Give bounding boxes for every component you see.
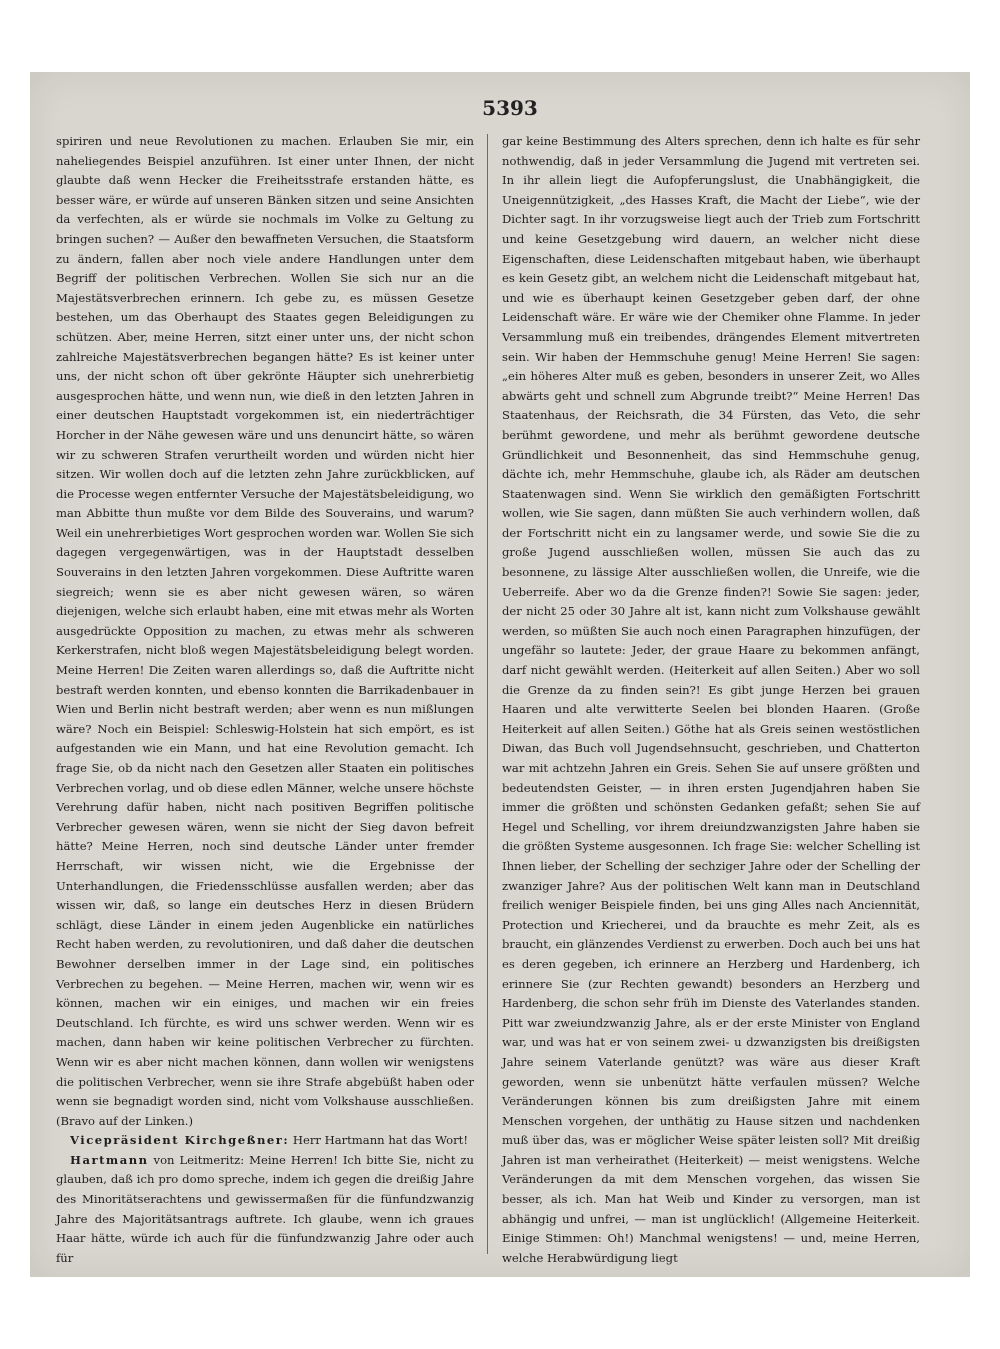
left-paragraph-3: [56, 1151, 474, 1269]
left-paragraph-2: [56, 1131, 474, 1151]
right-column: [502, 132, 920, 1265]
column-divider: [487, 134, 488, 1254]
speaker-vicepresident: Vicepräsident Kirchgeßner:: [70, 1133, 290, 1148]
left-column: [56, 132, 474, 1265]
left-paragraph-1: spiriren und neue Revolutionen zu machen. Erlauben Sie mir, ein naheliegendes Beispiel anzuführen. Ist einer unter Ihnen, der nicht glaubte daß wenn Hecker die Freiheitsstrafe erstanden hätte, es besser wäre, er würde auf unseren Bänken sitzen und seine Ansichten da verfechten, als er würde sie nochmals im Volke zu Geltung zu bringen suchen? — Außer den bewaffneten Versuchen, die Staatsform zu ändern, fallen aber noch viele andere Handlungen unter dem Begriff der politischen Verbrechen. Wollen Sie sich nur an die Majestätsverbrechen erinnern. Ich gebe zu, es müssen Gesetze bestehen, um das Oberhaupt des Staates gegen Beleidigungen zu schützen. Aber, meine Herren, sitzt einer unter uns, der nicht schon zahlreiche Majestätsverbrechen begangen hätte? Es ist keiner unter uns, der nicht schon oft über gekrönte Häupter sich unehrerbietig ausgesprochen hätte, und wenn nun, wie dieß in den letzten Jahren in einer deutschen Hauptstadt vorgekommen ist, ein niederträchtiger Horcher in der Nähe gewesen wäre und uns denuncirt hätte, so wären wir zu schweren Strafen verurtheilt worden und würden nicht hier sitzen. Wir wollen doch auf die letzten zehn Jahre zurückblicken, auf die Processe wegen entfernter Versuche der Majestätsbeleidigung, wo man Abbitte thun mußte vor dem Bilde des Souverains, und warum? Weil ein unehrerbietiges Wort gesprochen worden war. Wollen Sie sich dagegen vergegenwärtigen, was in der Hauptstadt desselben Souverains in den letzten Jahren vorgekommen. Diese Auftritte waren siegreich; wenn sie es aber nicht gewesen wären, so wären diejenigen, welche sich erlaubt haben, eine mit etwas mehr als Worten ausgedrückte Opposition zu machen, zu etwas mehr als schweren Kerkerstrafen, nicht bloß wegen Majestätsbeleidigung belegt worden. Meine Herren! Die Zeiten waren allerdings so, daß die Auftritte nicht bestraft werden konnten, und ebenso konnten die Barrikadenbauer in Wien und Berlin nicht bestraft werden; aber wenn es nun mißlungen wäre? Noch ein Beispiel: Schleswig-Holstein hat sich empört, es ist aufgestanden wie ein Mann, und hat eine Revolution gemacht. Ich frage Sie, ob da nicht nach den Gesetzen aller Staaten ein politisches Verbrechen vorlag, und ob diese edlen Männer, welche unsere höchste Verehrung dafür haben, nicht nach positiven Begriffen politische Verbrecher gewesen wären, wenn sie nicht der Sieg davon befreit hätte? Meine Herren, noch sind deutsche Länder unter fremder Herrschaft, wir wissen nicht, wie die Ergebnisse der Unterhandlungen, die Friedensschlüsse ausfallen werden; aber das wissen wir, daß, so lange ein deutsches Herz in diesen Brüdern schlägt, diese Länder in einem jeden Augenblicke ein natürliches Recht haben werden, zu revolutioniren, und daß daher die deutschen Bewohner derselben immer in der Lage sind, ein politisches Verbrechen zu begehen. — Meine Herren, machen wir, wenn wir es können, machen wir ein einiges, und machen wir ein freies Deutschland. Ich fürchte, es wird uns schwer werden. Wenn wir es machen, dann haben wir keine politischen Verbrecher zu fürchten. Wenn wir es aber nicht machen können, dann wollen wir wenigstens die politischen Verbrecher, wenn sie ihre Strafe abgebüßt haben oder wenn sie begnadigt worden sind, nicht vom Volkshause ausschließen. (Bravo auf der Linken.): [56, 134, 474, 1128]
page-number: 5393: [482, 96, 538, 120]
speaker-hartmann: Hartmann: [70, 1152, 149, 1167]
left-paragraph-2-text: Herr Hartmann hat das Wort!: [292, 1133, 468, 1148]
right-paragraph-1: gar keine Bestimmung des Alters sprechen, denn ich halte es für sehr nothwendig, daß in jeder Versammlung die Jugend mit vertreten sei. In ihr allein liegt die Aufopferungslust, die Unabhängigkeit, die Uneigennützigkeit, „des Hasses Kraft, die Macht der Liebe“, wie der Dichter sagt. In ihr vorzugsweise liegt auch der Trieb zum Fortschritt und keine Gesetzgebung wird dauern, an welcher nicht diese Eigenschaften, diese Leidenschaften mitgebaut haben, wie überhaupt es kein Gesetz gibt, an welchem nicht die Leidenschaft mitgebaut hat, und wie es überhaupt keinen Gesetzgeber geben darf, der ohne Leidenschaft wäre. Er wäre wie der Chemiker ohne Flamme. In jeder Versammlung muß ein treibendes, drängendes Element mitvertreten sein. Wir haben der Hemmschuhe genug! Meine Herren! Sie sagen: „ein höheres Alter muß es geben, besonders in unserer Zeit, wo Alles abwärts geht und schnell zum Abgrunde treibt?“ Meine Herren! Das Staatenhaus, der Reichsrath, die 34 Fürsten, das Veto, die sehr berühmt gewordene, und mehr als berühmt gewordene deutsche Gründlichkeit und Besonnenheit, das sind Hemmschuhe genug, dächte ich, mehr Hemmschuhe, glaube ich, als Räder am deutschen Staatenwagen sind. Wenn Sie wirklich den gemäßigten Fortschritt wollen, wie Sie sagen, dann müßten Sie auch verhindern wollen, daß der Fortschritt nicht ein zu langsamer werde, und sowie Sie die zu große Jugend ausschließen wollen, müssen Sie auch das zu besonnene, zu lässige Alter ausschließen wollen, die Unreife, wie die Ueberreife. Aber wo da die Grenze finden?! Sowie Sie sagen: jeder, der nicht 25 oder 30 Jahre alt ist, kann nicht zum Volkshause gewählt werden, so müßten Sie auch noch einen Paragraphen hinzufügen, der ungefähr so lautete: Jeder, der graue Haare zu bekommen anfängt, darf nicht gewählt werden. (Heiterkeit auf allen Seiten.) Aber wo soll die Grenze da zu finden sein?! Es gibt junge Herzen bei grauen Haaren und alte verwitterte Seelen bei blonden Haaren. (Große Heiterkeit auf allen Seiten.) Göthe hat als Greis seinen westöstlichen Diwan, das Buch voll Jugendsehnsucht, geschrieben, und Chatterton war mit achtzehn Jahren ein Greis. Sehen Sie auf unsere größten und bedeutendsten Geister, — in ihren ersten Jugendjahren haben Sie immer die größten und schönsten Gedanken gefaßt; sehen Sie auf Hegel und Schelling, vor ihrem dreiundzwanzigsten Jahre haben sie die größten Systeme ausgesonnen. Ich frage Sie: welcher Schelling ist Ihnen lieber, der Schelling der sechziger Jahre oder der Schelling der zwanziger Jahre? Aus der politischen Welt kann man in Deutschland freilich weniger Beispiele finden, bei uns ging Alles nach Anciennität, Protection und Kriecherei, und da brauchte es mehr Zeit, als es braucht, ein glänzendes Verdienst zu erwerben. Doch auch bei uns hat es deren gegeben, ich erinnere an Herzberg und Hardenberg, ich erinnere Sie (zur Rechten gewandt) besonders an Herzberg und Hardenberg, die schon sehr früh im Dienste des Vaterlandes standen. Pitt war zweiundzwanzig Jahre, als er der erste Minister von England war, und was hat er von seinem zwei- u dzwanzigsten bis dreißigsten Jahre seinem Vaterlande genützt? was wäre aus dieser Kraft geworden, wenn sie unbenützt hätte verfaulen müssen? Welche Veränderungen können bis zum dreißigsten Jahre mit einem Menschen vorgehen, der unthätig zu Hause sitzen und nachdenken muß über das, was er möglicher Weise später leisten soll? Mit dreißig Jahren ist man verheirathet (Heiterkeit) — meist wenigstens. Welche Veränderungen da mit dem Menschen vorgehen, das wissen Sie besser, als ich. Man hat Weib und Kinder zu versorgen, man ist abhängig und unfrei, — man ist unglücklich! (Allgemeine Heiterkeit. Einige Stimmen: Oh!) Manchmal wenigstens! — und, meine Herren, welche Herabwürdigung liegt: [502, 134, 920, 1265]
left-paragraph-3-text: von Leitmeritz: Meine Herren! Ich bitte Sie, nicht zu glauben, daß ich pro domo spreche, indem ich gegen die dreißig Jahre des Minoritätserachtens und gewissermaßen für die fünfundzwanzig Jahre des Majoritätsantrags auftrete. Ich glaube, wenn ich graues Haar hätte, würde ich auch für die fünfundzwanzig Jahre oder auch für: [56, 1152, 474, 1265]
